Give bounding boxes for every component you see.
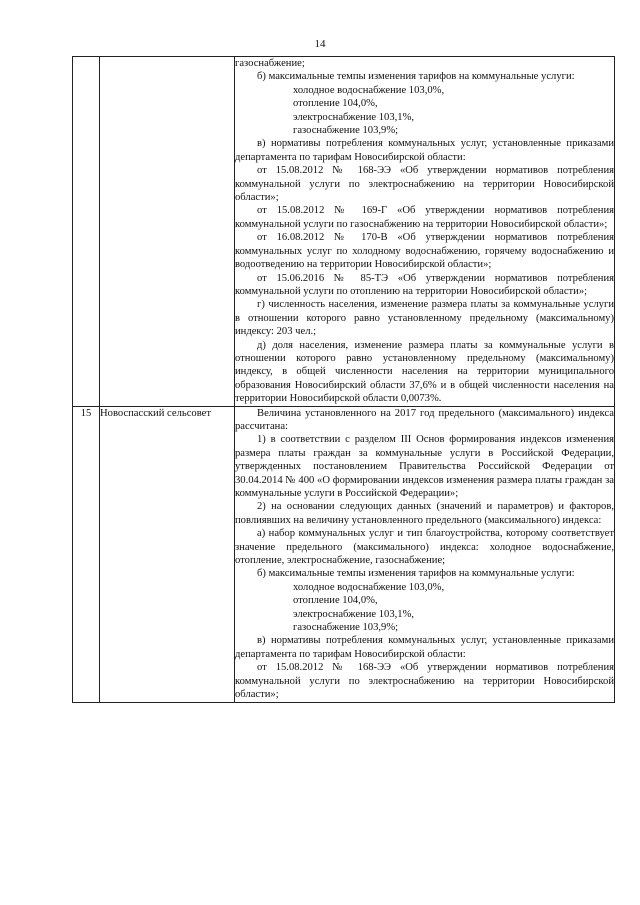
page-number: 14 <box>314 38 326 50</box>
description-paragraph: в) нормативы потребления коммунальных услуг, установленные приказами департамента по тарифам Новосибирской области: <box>235 138 614 163</box>
description-cell <box>235 57 615 407</box>
row-number-cell <box>73 57 100 407</box>
tariff-table <box>72 56 615 703</box>
description-paragraph: от 15.08.2012 № 169-Г «Об утверждении нормативов потребления коммунальной услуги по газоснабжению на территории Новосибирской области»; <box>235 205 614 230</box>
tariff-rate-item: холодное водоснабжение 103,0%, <box>293 581 445 593</box>
municipality-name-cell <box>100 57 235 407</box>
description-paragraph: от 15.08.2012 № 168-ЭЭ «Об утверждении нормативов потребления коммунальной услуги по электроснабжению на территории Новосибирской области»; <box>235 165 614 204</box>
description-paragraph: газоснабжение; <box>235 58 305 69</box>
description-paragraph: б) максимальные темпы изменения тарифов на коммунальные услуги: <box>257 71 575 83</box>
tariff-rate-item: газоснабжение 103,9%; <box>293 622 399 634</box>
tariff-rate-item: электроснабжение 103,1%, <box>293 111 415 123</box>
description-cell <box>235 406 615 702</box>
description-paragraph: б) максимальные темпы изменения тарифов на коммунальные услуги: <box>257 568 575 580</box>
tariff-rate-item: отопление 104,0%, <box>293 98 378 110</box>
description-paragraph: от 15.08.2012 № 168-ЭЭ «Об утверждении нормативов потребления коммунальной услуги по электроснабжению на территории Новосибирской области»; <box>235 662 614 701</box>
table-body <box>73 57 615 703</box>
tariff-rate-item: отопление 104,0%, <box>293 595 378 607</box>
description-paragraph: д) доля населения, изменение размера платы за коммунальные услуги в отношении которого равно установленному предельному (максимальному) индексу, в общей численности населения на территории муниципального образования Новосибирский области 37,6% и в общей численности населения на территории Новосибирской области 0,0073%. <box>235 339 614 405</box>
description-paragraph: 1) в соответствии с разделом III Основ формирования индексов изменения размера платы граждан за коммунальные услуги в Российской Федерации, утвержденных постановлением Правительства Российской Федерации от 30.04.2014 № 400 «О формировании индексов изменения размера платы граждан за коммунальные услуги в Российской Федерации»; <box>235 434 614 499</box>
table-row <box>73 406 615 702</box>
table-row <box>73 57 615 407</box>
tariff-rate-item: газоснабжение 103,9%; <box>293 125 399 137</box>
description-paragraph: 2) на основании следующих данных (значений и параметров) и факторов, повлиявших на величину установленного предельного (максимального) индекса: <box>235 501 614 526</box>
description-paragraph: в) нормативы потребления коммунальных услуг, установленные приказами департамента по тарифам Новосибирской области: <box>235 635 614 660</box>
description-paragraph: а) набор коммунальных услуг и тип благоустройства, которому соответствует значение предельного (максимального) индекса: холодное водоснабжение, отопление, электроснабжение, газоснабжение; <box>235 528 614 567</box>
tariff-rate-item: холодное водоснабжение 103,0%, <box>293 84 445 96</box>
tariff-rate-item: электроснабжение 103,1%, <box>293 608 415 620</box>
description-paragraph: от 16.08.2012 № 170-В «Об утверждении нормативов потребления коммунальных услуг по холодному водоснабжению, горячему водоснабжению и водоотведению на территории Новосибирской области»; <box>235 232 614 271</box>
description-paragraph: г) численность населения, изменение размера платы за коммунальные услуги в отношении которого равно установленному предельному (максимальному) индексу: 203 чел.; <box>235 299 614 338</box>
row-number-cell: 15 <box>73 406 100 702</box>
description-paragraph: Величина установленного на 2017 год предельного (максимального) индекса рассчитана: <box>235 407 614 432</box>
description-paragraph: от 15.06.2016 № 85-ТЭ «Об утверждении нормативов потребления коммунальной услуги по отоплению на территории Новосибирской области»; <box>235 272 614 297</box>
municipality-name-cell: Новоспасский сельсовет <box>100 406 235 702</box>
